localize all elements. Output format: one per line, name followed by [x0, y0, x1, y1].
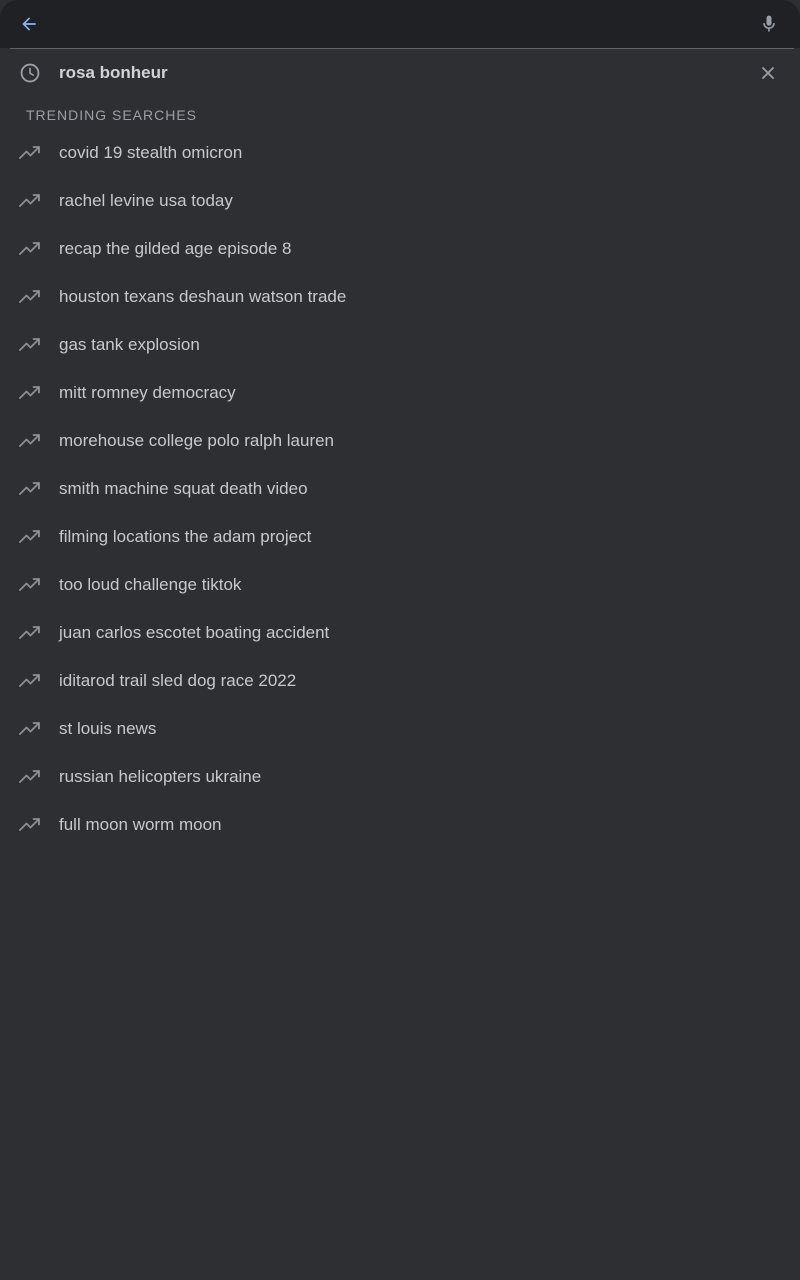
- back-button[interactable]: [16, 12, 42, 36]
- trending-item-label: rachel levine usa today: [59, 191, 233, 210]
- trending-item[interactable]: [0, 465, 800, 513]
- trending-item-label: recap the gilded age episode 8: [59, 239, 292, 258]
- trending-item[interactable]: [0, 417, 800, 465]
- trending-item[interactable]: [0, 321, 800, 369]
- trending-up-icon: [19, 577, 41, 591]
- close-icon[interactable]: [758, 63, 778, 83]
- trending-item-label: covid 19 stealth omicron: [59, 143, 243, 162]
- trending-item[interactable]: [0, 177, 800, 225]
- trending-item[interactable]: [0, 705, 800, 753]
- trending-item[interactable]: [0, 657, 800, 705]
- history-suggestion[interactable]: [0, 49, 800, 97]
- microphone-icon: [759, 13, 779, 35]
- trending-up-icon: [19, 433, 41, 447]
- trending-item-label: mitt romney democracy: [59, 383, 236, 402]
- trending-up-icon: [19, 673, 41, 687]
- trending-up-icon: [19, 769, 41, 783]
- trending-item-label: filming locations the adam project: [59, 527, 312, 546]
- trending-item[interactable]: [0, 129, 800, 177]
- trending-up-icon: [19, 193, 41, 207]
- trending-item[interactable]: [0, 513, 800, 561]
- trending-item[interactable]: [0, 369, 800, 417]
- trending-list: [0, 129, 800, 849]
- trending-item[interactable]: [0, 609, 800, 657]
- trending-item-label: full moon worm moon: [59, 815, 222, 834]
- trending-item-label: smith machine squat death video: [59, 479, 308, 498]
- trending-item-label: st louis news: [59, 719, 157, 738]
- trending-item-label: too loud challenge tiktok: [59, 575, 242, 594]
- trending-item[interactable]: [0, 753, 800, 801]
- trending-item[interactable]: [0, 801, 800, 849]
- history-query-label: rosa bonheur: [59, 63, 168, 82]
- trending-searches-header: TRENDING SEARCHES: [26, 107, 198, 123]
- trending-item[interactable]: [0, 225, 800, 273]
- clock-history-icon: [19, 62, 41, 84]
- trending-up-icon: [19, 481, 41, 495]
- trending-item-label: russian helicopters ukraine: [59, 767, 262, 786]
- voice-search-button[interactable]: [756, 11, 782, 37]
- trending-item-label: iditarod trail sled dog race 2022: [59, 671, 297, 690]
- trending-up-icon: [19, 145, 41, 159]
- trending-up-icon: [19, 241, 41, 255]
- trending-item-label: houston texans deshaun watson trade: [59, 287, 347, 306]
- trending-item[interactable]: [0, 561, 800, 609]
- trending-up-icon: [19, 817, 41, 831]
- trending-item-label: juan carlos escotet boating accident: [59, 623, 330, 642]
- trending-up-icon: [19, 721, 41, 735]
- trending-up-icon: [19, 529, 41, 543]
- trending-up-icon: [19, 625, 41, 639]
- trending-item-label: gas tank explosion: [59, 335, 200, 354]
- trending-up-icon: [19, 289, 41, 303]
- trending-up-icon: [19, 337, 41, 351]
- search-input[interactable]: [58, 10, 742, 40]
- arrow-back-icon: [19, 14, 39, 34]
- trending-up-icon: [19, 385, 41, 399]
- trending-item[interactable]: [0, 273, 800, 321]
- trending-item-label: morehouse college polo ralph lauren: [59, 431, 335, 450]
